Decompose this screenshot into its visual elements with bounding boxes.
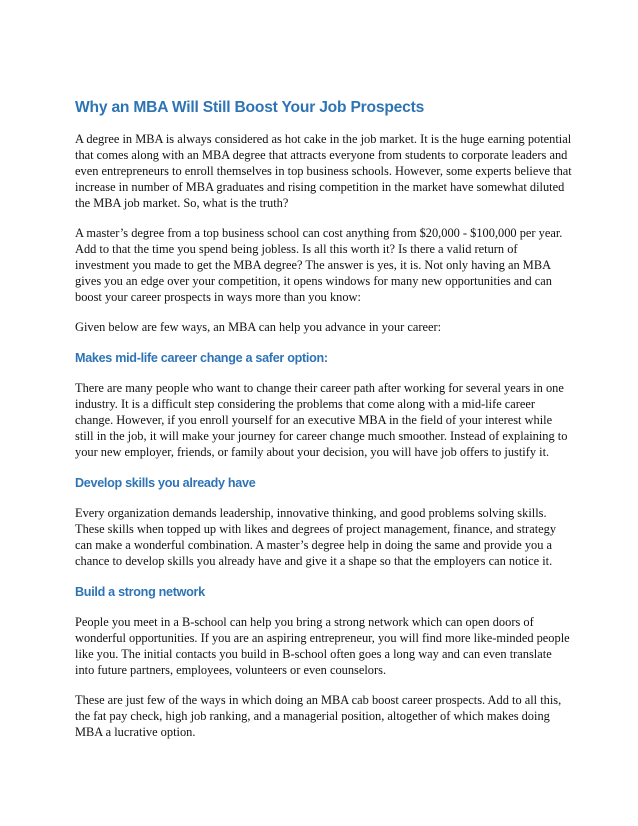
conclusion-paragraph: These are just few of the ways in which doing an MBA cab boost career prospects. Add to all this, the fat pay check, high job ranking, and a managerial position, altogether of which makes doing MBA a lucrative option. bbox=[75, 693, 562, 739]
section-heading-network: Build a strong network bbox=[75, 585, 205, 599]
section-body-develop-skills: Every organization demands leadership, innovative thinking, and good problems solving skills. These skills when topped up with likes and degrees of project management, finance, and strategy can make a wonderful combination. A master’s degree help in doing the same and provide you a chance to develop skills you already have and give it a shape so that the employers can notice it. bbox=[75, 506, 557, 568]
section-body-career-change: There are many people who want to change their career path after working for several years in one industry. It is a difficult step considering the problems that come along with a mid-life career change. However, if you enroll yourself for an executive MBA in the field of your interest while still in the job, it will make your journey for career change much smoother. Instead of explaining to your new employer, friends, or family about your decision, you will have job offers to justify it. bbox=[75, 381, 568, 459]
section-heading-career-change: Makes mid-life career change a safer option: bbox=[75, 351, 328, 365]
document-page bbox=[75, 98, 573, 754]
section-heading-develop-skills: Develop skills you already have bbox=[75, 476, 256, 490]
intro-paragraph-1: A degree in MBA is always considered as hot cake in the job market. It is the huge earning potential that comes along with an MBA degree that attracts everyone from students to corporate leaders and even entrepreneurs to enroll themselves in top business schools. However, some experts believe that increase in number of MBA graduates and rising competition in the market have somewhat diluted the MBA job market. So, what is the truth? bbox=[75, 132, 572, 210]
intro-paragraph-2: A master’s degree from a top business school can cost anything from $20,000 - $100,000 per year. Add to that the time you spend being jobless. Is all this worth it? Is there a valid return of investment you made to get the MBA degree? The answer is yes, it is. Not only having an MBA gives you an edge over your competition, it opens windows for many new opportunities and can boost your career prospects in ways more than you know: bbox=[75, 226, 563, 304]
document-title: Why an MBA Will Still Boost Your Job Prospects bbox=[75, 99, 425, 116]
intro-paragraph-3: Given below are few ways, an MBA can help you advance in your career: bbox=[75, 320, 442, 334]
section-body-network: People you meet in a B-school can help you bring a strong network which can open doors of wonderful opportunities. If you are an aspiring entrepreneur, you will find more like-minded people like you. The initial contacts you build in B-school often goes a long way and can even translate into future partners, employees, volunteers or even counselors. bbox=[75, 615, 570, 677]
